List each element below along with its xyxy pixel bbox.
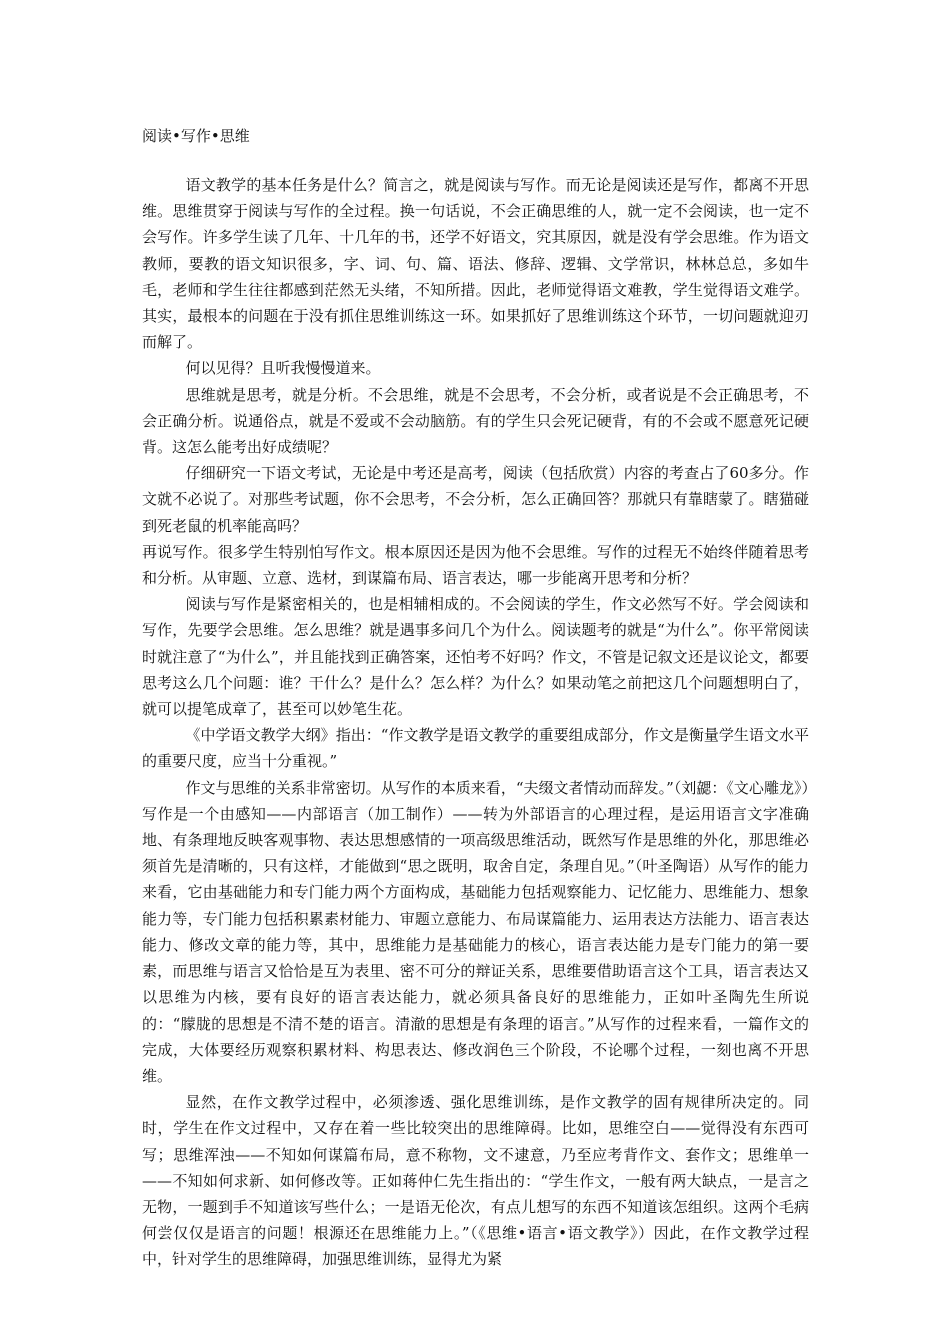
paragraph-5: 再说写作。很多学生特别怕写作文。根本原因还是因为他不会思维。写作的过程无不始终伴随着思考和分析。从审题、立意、选材，到谋篇布局、语言表达，哪一步能离开思考和分析？ bbox=[142, 542, 809, 588]
paragraph-9: 显然，在作文教学过程中，必须渗透、强化思维训练，是作文教学的固有规律所决定的。同时，学生在作文过程中，又存在着一些比较突出的思维障碍。比如，思维空白——觉得没有东西可写；思维浑浊——不知如何谋篇布局，意不称物，文不逮意，乃至应考背作文、套作文；思维单一——不知如何求新、如何修改等。正如蒋仲仁先生指出的：“学生作文，一般有两大缺点，一是言之无物，一题到手不知道该写些什么；一是语无伦次，有点儿想写的东西不知道该怎组织。这两个毛病何尝仅仅是语言的问题！根源还在思维能力上。”（《思维•语言•语文教学》）因此，在作文教学过程中，针对学生的思维障碍，加强思维训练，显得尤为紧 bbox=[142, 1093, 809, 1269]
paragraph-2: 何以见得？且听我慢慢道来。 bbox=[185, 359, 381, 378]
document-body bbox=[142, 172, 809, 1273]
paragraph-4: 仔细研究一下语文考试，无论是中考还是高考，阅读（包括欣赏）内容的考查占了60多分。作文就不必说了。对那些考试题，你不会思考，不会分析，怎么正确回答？那就只有靠瞎蒙了。瞎猫碰到死老鼠的机率能高吗？ bbox=[142, 464, 809, 535]
paragraph-3: 思维就是思考，就是分析。不会思维，就是不会思考，不会分析，或者说是不会正确思考，不会正确分析。说通俗点，就是不爱或不会动脑筋。有的学生只会死记硬背，有的不会或不愿意死记硬背。这怎么能考出好成绩呢？ bbox=[142, 385, 809, 457]
paragraph-1: 语文教学的基本任务是什么？简言之，就是阅读与写作。而无论是阅读还是写作，都离不开思维。思维贯穿于阅读与写作的全过程。换一句话说，不会正确思维的人，就一定不会阅读，也一定不会写作。许多学生读了几年、十几年的书，还学不好语文，究其原因，就是没有学会思维。作为语文教师，要教的语文知识很多，字、词、句、篇、语法、修辞、逻辑、文学常识，林林总总，多如牛毛，老师和学生往往都感到茫然无头绪，不知所措。因此，老师觉得语文难教，学生觉得语文难学。其实，最根本的问题在于没有抓住思维训练这一环。如果抓好了思维训练这个环节，一切问题就迎刃而解了。 bbox=[142, 176, 809, 352]
document-title: 阅读•写作•思维 bbox=[142, 127, 250, 145]
paragraph-6: 阅读与写作是紧密相关的，也是相辅相成的。不会阅读的学生，作文必然写不好。学会阅读和写作，先要学会思维。怎么思维？就是遇事多问几个为什么。阅读题考的就是“为什么”。你平常阅读时就注意了“为什么”，并且能找到正确答案，还怕考不好吗？作文，不管是记叙文还是议论文，都要思考这么几个问题：谁？干什么？是什么？怎么样？为什么？如果动笔之前把这几个问题想明白了，就可以提笔成章了，甚至可以妙笔生花。 bbox=[142, 595, 809, 719]
document-page bbox=[142, 123, 809, 1273]
paragraph-8: 作文与思维的关系非常密切。从写作的本质来看，“夫缀文者情动而辞发。”（刘勰：《文心雕龙》）写作是一个由感知——内部语言（加工制作）——转为外部语言的心理过程，是运用语言文字准确地、有条理地反映客观事物、表达思想感情的一项高级思维活动，既然写作是思维的外化，那思维必须首先是清晰的，只有这样，才能做到“思之既明，取舍自定，条理自见。”（叶圣陶语）从写作的能力来看，它由基础能力和专门能力两个方面构成，基础能力包括观察能力、记忆能力、思维能力、想象能力等，专门能力包括积累素材能力、审题立意能力、布局谋篇能力、运用表达方法能力、语言表达能力、修改文章的能力等，其中，思维能力是基础能力的核心，语言表达能力是专门能力的第一要素，而思维与语言又恰恰是互为表里、密不可分的辩证关系，思维要借助语言这个工具，语言表达又以思维为内核，要有良好的语言表达能力，就必须具备良好的思维能力，正如叶圣陶先生所说的：“朦胧的思想是不清不楚的语言。清澈的思想是有条理的语言。”从写作的过程来看，一篇作文的完成，大体要经历观察积累材料、构思表达、修改润色三个阶段，不论哪个过程，一刻也离不开思维。 bbox=[142, 778, 809, 1085]
paragraph-7: 《中学语文教学大纲》指出：“作文教学是语文教学的重要组成部分，作文是衡量学生语文水平的重要尺度，应当十分重视。” bbox=[142, 726, 809, 771]
